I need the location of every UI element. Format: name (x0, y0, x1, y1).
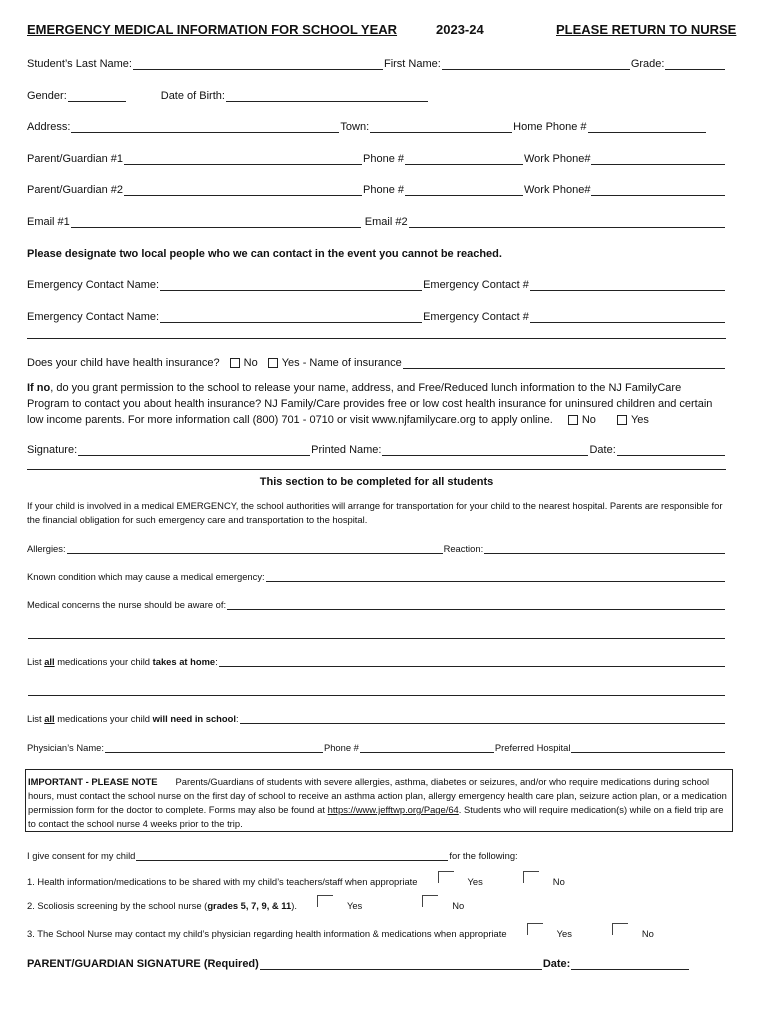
guardian-signature-label: PARENT/GUARDIAN SIGNATURE (Required) (27, 958, 259, 970)
school-meds-colon: : (235, 713, 239, 724)
home-meds-mid: medications your child (57, 656, 151, 667)
emergency-contact-1-label: Emergency Contact Name: (27, 279, 160, 291)
insurance-signature-field[interactable] (78, 444, 310, 456)
address-field[interactable] (71, 121, 339, 133)
physician-row (27, 741, 726, 753)
concerns-field-2[interactable] (28, 627, 725, 639)
consent-following: for the following: (449, 850, 518, 861)
consent-row (27, 849, 726, 861)
familycare-text: , do you grant permission to the school to release your name, address, and Free/Reduced lunch information to the NJ FamilyCare Program to contact you about health insurance? NJ Family/Care provides free or low cost health insurance for uninsured children and certain low income parents. For more information call (800) 701 - 0710 or visit www.njfamilycare.org to apply online. (27, 382, 713, 426)
item3-no-label: No (641, 928, 654, 939)
town-label: Town: (340, 121, 370, 133)
important-note-text-2: . Students who will require medication(s) while on a field trip are to contact the school nurse 4 weeks prior to the trip. (28, 804, 724, 829)
guardian-date-label: Date: (542, 958, 571, 970)
item3-no-checkbox[interactable] (612, 923, 628, 935)
consent-item-1 (27, 875, 726, 887)
emergency-transport-paragraph: If your child is involved in a medical EMERGENCY, the school authorities will arrange for transportation for your child to the nearest hospital. Parents are responsible for the financial obligation for such emergency care and transportation to the hospital. (27, 500, 723, 525)
school-meds-all: all (44, 713, 55, 724)
home-meds-list: List (27, 656, 42, 667)
item1-yes-label: Yes (467, 876, 483, 887)
guardian-date-field[interactable] (571, 958, 689, 970)
emergency-contact-2-label: Emergency Contact Name: (27, 311, 160, 323)
concerns-label: Medical concerns the nurse should be aware of: (27, 599, 227, 610)
home-meds-all: all (44, 656, 55, 667)
emergency-contact-1-number-label: Emergency Contact # (423, 279, 529, 291)
guardian1-work-field[interactable] (591, 153, 725, 165)
town-field[interactable] (370, 121, 512, 133)
release-no-label: No (581, 414, 596, 426)
email2-label: Email #2 (364, 216, 408, 228)
contacts-intro: Please designate two local people who we can contact in the event you cannot be reached. (27, 248, 502, 260)
release-no-checkbox[interactable] (568, 415, 578, 425)
allergies-field[interactable] (67, 542, 443, 554)
insurance-name-field[interactable] (403, 357, 725, 369)
guardian2-row (27, 184, 726, 196)
guardian2-field[interactable] (124, 184, 362, 196)
guardian1-label: Parent/Guardian #1 (27, 153, 124, 165)
physician-label: Physician’s Name: (27, 742, 104, 753)
school-meds-field[interactable] (240, 712, 725, 724)
insurance-question: Does your child have health insurance? (27, 357, 220, 369)
emergency-contact-2-name[interactable] (160, 311, 422, 323)
guardian-signature-row (27, 958, 726, 970)
home-meds-field[interactable] (219, 655, 725, 667)
home-meds-colon: : (215, 656, 218, 667)
reaction-field[interactable] (484, 542, 725, 554)
home-meds-takes: takes at home (152, 656, 216, 667)
email-row (27, 216, 726, 228)
home-meds-row (27, 655, 726, 667)
insurance-date-label: Date: (589, 444, 616, 456)
known-condition-field[interactable] (266, 570, 725, 582)
contacts-intro-row (27, 248, 726, 260)
home-phone-label: Home Phone # (513, 121, 587, 133)
physician-phone-field[interactable] (360, 741, 494, 753)
dob-field[interactable] (226, 90, 428, 102)
important-note-text-1: Parents/Guardians of students with severe allergies, asthma, diabetes or seizures, and/or who require medications during school hours, must contact the school nurse on the first day of school to receive an asthma action plan, allergy emergency health care plan, seizure action plan, or a medication permission form for the doctor to complete. Forms may also be found at (28, 776, 727, 815)
consent-item-1-text: 1. Health information/medications to be shared with my child’s teachers/staff when appropriate (27, 876, 418, 887)
student-name-row (27, 58, 726, 70)
guardian2-work-field[interactable] (591, 184, 725, 196)
last-name-label: Student’s Last Name: (27, 58, 132, 70)
consent-lead: I give consent for my child (27, 850, 136, 861)
emergency-contact-1-number[interactable] (530, 279, 725, 291)
if-no-label: If no (27, 382, 51, 394)
guardian1-field[interactable] (124, 153, 362, 165)
email1-field[interactable] (71, 216, 361, 228)
item2-yes-checkbox[interactable] (317, 895, 333, 907)
insurance-no-checkbox[interactable] (230, 358, 240, 368)
form-title: EMERGENCY MEDICAL INFORMATION FOR SCHOOL YEAR (27, 22, 398, 37)
address-row (27, 121, 726, 133)
guardian2-phone-field[interactable] (405, 184, 523, 196)
emergency-contact-1-row (27, 279, 726, 291)
guardian2-label: Parent/Guardian #2 (27, 184, 124, 196)
allergies-row (27, 542, 726, 554)
insurance-signature-label: Signature: (27, 444, 78, 456)
school-meds-mid: medications your child (57, 713, 151, 724)
school-meds-list: List (27, 713, 42, 724)
concerns-row (27, 598, 726, 610)
guardian1-work-label: Work Phone# (524, 153, 591, 165)
guardian2-phone-label: Phone # (363, 184, 404, 196)
insurance-row (27, 357, 726, 369)
dob-label: Date of Birth: (160, 90, 225, 102)
insurance-yes-checkbox[interactable] (268, 358, 278, 368)
consent-item-2-grades: grades 5, 7, 9, & 11 (207, 900, 292, 911)
important-note-label: IMPORTANT - PLEASE NOTE (28, 776, 158, 787)
consent-item-3 (27, 927, 726, 939)
emergency-contact-2-row (27, 311, 726, 323)
home-meds-row-2 (27, 684, 726, 696)
item3-yes-label: Yes (556, 928, 572, 939)
first-name-field[interactable] (442, 58, 630, 70)
home-meds-field-2[interactable] (28, 684, 725, 696)
concerns-field[interactable] (227, 598, 725, 610)
allergies-label: Allergies: (27, 543, 66, 554)
insurance-signature-row (27, 444, 726, 456)
consent-child-field[interactable] (136, 849, 448, 861)
consent-item-2-text-c: ). (291, 900, 297, 911)
consent-item-2-text-a: 2. Scoliosis screening by the school nurse ( (27, 900, 208, 911)
familycare-paragraph (27, 380, 726, 428)
physician-field[interactable] (105, 741, 323, 753)
gender-dob-row (27, 90, 726, 102)
physician-phone-label: Phone # (323, 742, 359, 753)
insurance-date-field[interactable] (617, 444, 725, 456)
grade-label: Grade: (630, 58, 665, 70)
guardian1-phone-label: Phone # (363, 153, 404, 165)
guardian1-phone-field[interactable] (405, 153, 523, 165)
consent-item-2 (27, 899, 726, 911)
emergency-contact-1-name[interactable] (160, 279, 422, 291)
consent-item-3-text: 3. The School Nurse may contact my child’s physician regarding health information & medications when appropriate (27, 928, 507, 939)
return-to-nurse: PLEASE RETURN TO NURSE (556, 22, 737, 37)
item2-yes-label: Yes (346, 900, 363, 911)
school-meds-need: will need in school (152, 713, 236, 724)
release-yes-checkbox[interactable] (617, 415, 627, 425)
known-condition-label: Known condition which may cause a medical emergency: (27, 571, 265, 582)
last-name-field[interactable] (133, 58, 383, 70)
email2-field[interactable] (409, 216, 725, 228)
section-title: This section to be completed for all students (259, 476, 494, 488)
first-name-label: First Name: (383, 58, 441, 70)
printed-name-label: Printed Name: (311, 444, 382, 456)
item3-yes-checkbox[interactable] (527, 923, 543, 935)
divider-1 (27, 338, 726, 339)
school-year: 2023-24 (436, 22, 484, 37)
email1-label: Email #1 (27, 216, 70, 228)
insurance-yes-label: Yes - Name of insurance (281, 357, 402, 369)
printed-name-field[interactable] (382, 444, 588, 456)
hospital-field[interactable] (571, 741, 725, 753)
guardian1-row (27, 153, 726, 165)
forms-link[interactable]: https://www.jefftwp.org/Page/64 (327, 804, 459, 815)
insurance-no-label: No (243, 357, 258, 369)
known-condition-row (27, 570, 726, 582)
item2-no-checkbox[interactable] (422, 895, 438, 907)
emergency-contact-2-number-label: Emergency Contact # (423, 311, 529, 323)
home-phone-field[interactable] (588, 121, 706, 133)
divider-2 (27, 469, 726, 470)
concerns-row-2 (27, 627, 726, 639)
school-meds-row (27, 712, 726, 724)
emergency-contact-2-number[interactable] (530, 311, 725, 323)
reaction-label: Reaction: (443, 543, 484, 554)
item2-no-label: No (452, 900, 465, 911)
hospital-label: Preferred Hospital (494, 742, 571, 753)
item1-no-label: No (552, 876, 565, 887)
release-yes-label: Yes (630, 414, 649, 426)
guardian-signature-field[interactable] (260, 958, 542, 970)
address-label: Address: (27, 121, 71, 133)
item1-yes-checkbox[interactable] (438, 871, 454, 883)
gender-label: Gender: (27, 90, 67, 102)
guardian2-work-label: Work Phone# (524, 184, 591, 196)
grade-field[interactable] (665, 58, 725, 70)
item1-no-checkbox[interactable] (523, 871, 539, 883)
important-note-box (25, 769, 733, 832)
gender-field[interactable] (68, 90, 126, 102)
